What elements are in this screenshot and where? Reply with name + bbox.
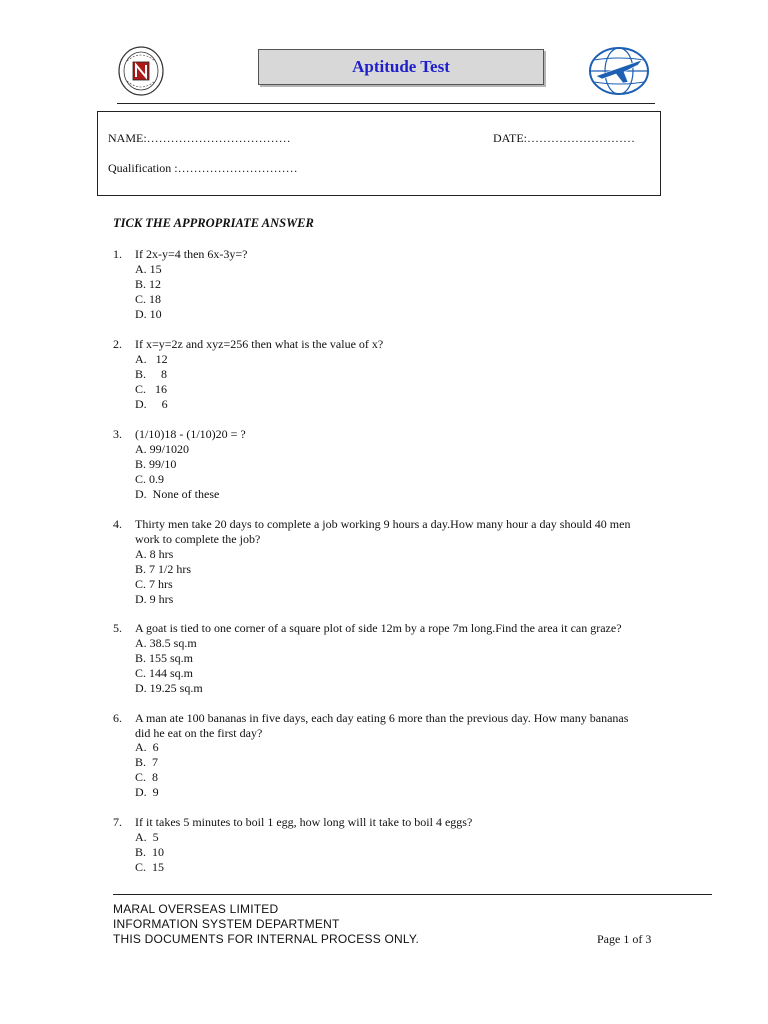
footer-department: INFORMATION SYSTEM DEPARTMENT xyxy=(113,917,340,931)
question-text: (1/10)18 - (1/10)20 = ? xyxy=(135,427,246,441)
answer-option[interactable]: A. 99/1020 xyxy=(135,442,189,456)
answer-option[interactable]: A. 8 hrs xyxy=(135,547,174,561)
answer-option[interactable]: C. 18 xyxy=(135,292,162,306)
answer-option[interactable]: D. None of these xyxy=(135,487,220,501)
qualification-field[interactable]: Qualification :………………………… xyxy=(108,161,298,175)
question-number: 2. xyxy=(113,337,122,351)
answer-option[interactable]: C. 144 sq.m xyxy=(135,666,194,680)
answer-option[interactable]: D. 19.25 sq.m xyxy=(135,681,203,695)
answer-option[interactable]: C. 8 xyxy=(135,770,159,784)
answer-option[interactable]: B. 12 xyxy=(135,277,162,291)
question-text: If 2x-y=4 then 6x-3y=? xyxy=(135,247,248,261)
answer-option[interactable]: A. 38.5 sq.m xyxy=(135,636,197,650)
question-text: A goat is tied to one corner of a square plot of side 12m by a rope 7m long.Find the area it can graze? xyxy=(135,621,622,635)
title-banner xyxy=(258,49,544,85)
header-divider xyxy=(117,103,655,104)
answer-option[interactable]: D. 9 xyxy=(135,785,159,799)
question-number: 1. xyxy=(113,247,122,261)
answer-option[interactable]: A. 15 xyxy=(135,262,162,276)
question-text-continued: work to complete the job? xyxy=(135,532,261,546)
company-seal-logo-icon xyxy=(117,45,165,97)
page-number: Page 1 of 3 xyxy=(597,932,652,946)
answer-option[interactable]: B. 7 xyxy=(135,755,159,769)
footer-divider xyxy=(113,894,712,895)
answer-option[interactable]: C. 0.9 xyxy=(135,472,165,486)
answer-option[interactable]: B. 7 1/2 hrs xyxy=(135,562,192,576)
question-number: 5. xyxy=(113,621,122,635)
name-field[interactable]: NAME:……………………………… xyxy=(108,131,291,145)
answer-option[interactable]: C. 16 xyxy=(135,382,168,396)
question-number: 3. xyxy=(113,427,122,441)
page-title: Aptitude Test xyxy=(352,57,450,76)
answer-option[interactable]: C. 7 hrs xyxy=(135,577,173,591)
question-number: 4. xyxy=(113,517,122,531)
answer-option[interactable]: A. 12 xyxy=(135,352,168,366)
globe-plane-logo-icon xyxy=(588,46,650,96)
candidate-info-box xyxy=(97,111,661,196)
instruction-heading: TICK THE APPROPRIATE ANSWER xyxy=(113,216,314,230)
answer-option[interactable]: A. 5 xyxy=(135,830,159,844)
answer-option[interactable]: A. 6 xyxy=(135,740,159,754)
question-number: 6. xyxy=(113,711,122,725)
question-text-continued: did he eat on the first day? xyxy=(135,726,263,740)
answer-option[interactable]: C. 15 xyxy=(135,860,165,874)
footer-company: MARAL OVERSEAS LIMITED xyxy=(113,902,279,916)
answer-option[interactable]: D. 10 xyxy=(135,307,162,321)
answer-option[interactable]: B. 8 xyxy=(135,367,168,381)
question-text: If it takes 5 minutes to boil 1 egg, how long will it take to boil 4 eggs? xyxy=(135,815,473,829)
answer-option[interactable]: B. 10 xyxy=(135,845,165,859)
answer-option[interactable]: D. 6 xyxy=(135,397,168,411)
answer-option[interactable]: B. 155 sq.m xyxy=(135,651,194,665)
question-number: 7. xyxy=(113,815,122,829)
question-text: If x=y=2z and xyz=256 then what is the value of x? xyxy=(135,337,384,351)
question-text: A man ate 100 bananas in five days, each day eating 6 more than the previous day. How many bananas xyxy=(135,711,629,725)
question-text: Thirty men take 20 days to complete a job working 9 hours a day.How many hour a day should 40 men xyxy=(135,517,631,531)
footer-notice: THIS DOCUMENTS FOR INTERNAL PROCESS ONLY. xyxy=(113,932,420,946)
answer-option[interactable]: D. 9 hrs xyxy=(135,592,174,606)
answer-option[interactable]: B. 99/10 xyxy=(135,457,177,471)
date-field[interactable]: DATE:……………………… xyxy=(493,131,635,145)
